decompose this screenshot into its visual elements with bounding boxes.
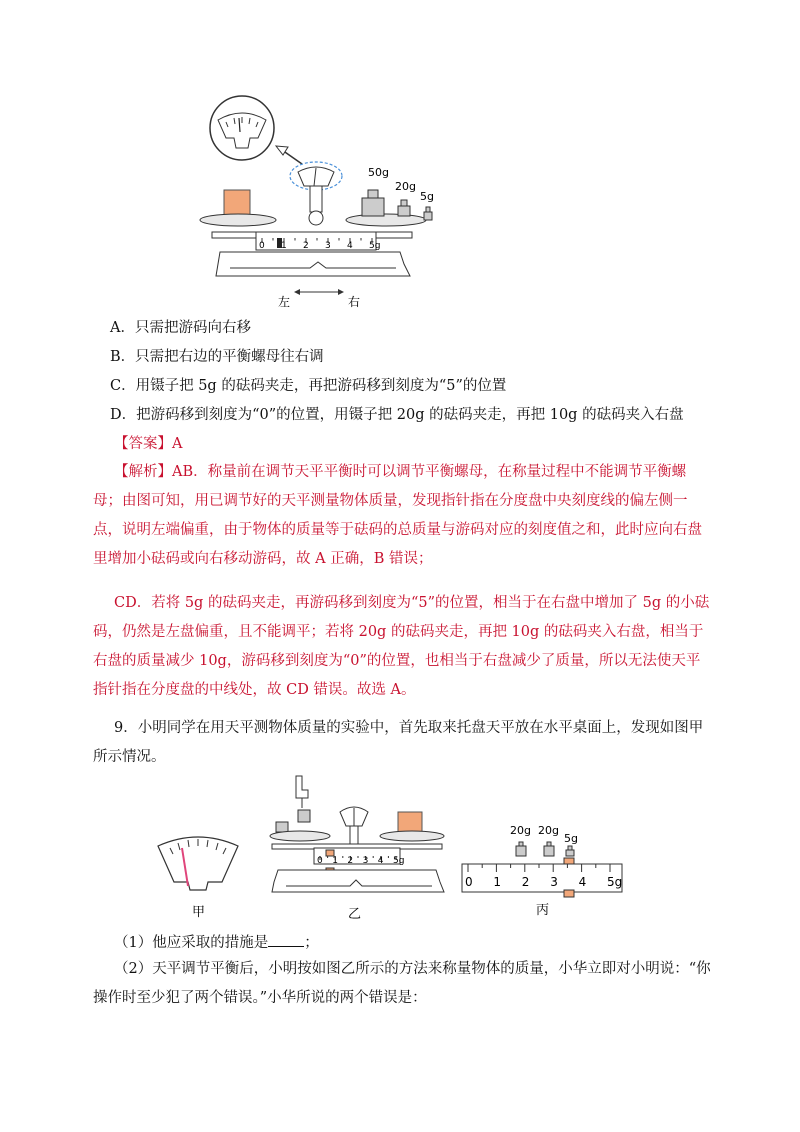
weight-label: 5g — [564, 832, 578, 845]
caption-jia: 甲 — [192, 905, 206, 920]
weight-label: 20g — [510, 824, 531, 837]
ruler-tick-label: 4 — [578, 875, 587, 889]
balance-figure-1 — [190, 92, 416, 312]
option-a: A．只需把游码向右移 — [110, 320, 251, 336]
ruler-tick-label: 3 — [362, 856, 369, 866]
ruler-tick-label: 0 — [465, 875, 473, 889]
weight-5g — [410, 190, 440, 230]
weight-label: 20g — [395, 180, 416, 193]
ruler-tick-label: 2 — [347, 856, 354, 866]
ruler-tick-label: 1 — [493, 875, 502, 889]
hand-icon — [296, 776, 308, 808]
analysis-p1: 【解析】AB．称量前在调节天平平衡时可以调节平衡螺母，在称量过程中不能调节平衡螺母；由图可知，用已调节好的天平测量物体质量，发现指针指在分度盘中央刻度线的偏左侧一点，说明左端偏重，由于物体的质量等于砝码的总质量与游码对应的刻度值之和，此时应向右盘里增加小砝码或向右移动游码，故 A 正确，B 错误； — [93, 464, 702, 567]
right-label: 右 — [348, 295, 361, 309]
figure-bing — [458, 818, 630, 922]
sub-question-2: （2）天平调节平衡后，小明按如图乙所示的方法来称量物体的质量，小华立即对小明说：“你操作时至少犯了两个错误。”小华所说的两个错误是： — [93, 961, 711, 1006]
sub-question-1-end: ； — [304, 935, 319, 951]
ruler-tick-label: 4 — [347, 241, 353, 251]
weight-label: 5g — [420, 190, 434, 203]
arrow-icon — [276, 146, 302, 164]
option-d: D．把游码移到刻度为“0”的位置，用镊子把 20g 的砝码夹走，再把 10g 的砝码夹入右盘 — [110, 407, 684, 423]
weight-label: 20g — [538, 824, 559, 837]
weight-50g — [362, 166, 389, 216]
answer: 【答案】A — [114, 436, 183, 452]
sub-question-1-text: （1）他应采取的措施是 — [114, 935, 269, 951]
analysis-p2: CD．若将 5g 的砝码夹走，再游码移到刻度为“5”的位置，相当于在右盘中增加了 5g 的小砝码，仍然是左盘偏重，且不能调平；若将 20g 的砝码夹走，再把 10g 的砝码夹入右盘，相当于右盘的质量减少 10g，游码移到刻度为“0”的位置，也相当于右盘减少了质量，所以无法使天平指针指在分度盘的中线处，故 CD 错误。故选 A。 — [93, 595, 710, 698]
weight-label: 50g — [368, 166, 389, 179]
option-b: B．只需把右边的平衡螺母往右调 — [110, 349, 324, 365]
ruler-tick-label: 3 — [325, 241, 331, 251]
figure-jia — [150, 830, 246, 920]
answer-blank — [268, 932, 304, 947]
figure-yi — [262, 772, 452, 922]
ruler-tick-label: 5g — [369, 241, 381, 251]
ruler-tick-label: 1 — [281, 241, 287, 251]
ruler-tick-label: 4 — [377, 856, 384, 866]
ruler-tick-label: 3 — [550, 875, 558, 889]
ruler-tick-label: 2 — [303, 241, 309, 251]
caption-bing: 丙 — [536, 903, 550, 918]
question-9-stem: 9．小明同学在用天平测物体质量的实验中，首先取来托盘天平放在水平桌面上，发现如图甲所示情况。 — [93, 720, 704, 765]
magnified-scale-icon — [210, 96, 274, 160]
option-c: C．用镊子把 5g 的砝码夹走，再把游码移到刻度为“5”的位置 — [110, 378, 507, 394]
ruler-tick-label: 5g — [607, 875, 623, 889]
ruler-tick-label: 5g — [393, 856, 405, 866]
left-label: 左 — [278, 295, 291, 309]
sub-question-1 — [114, 932, 319, 953]
ruler-tick-label: 0 — [317, 856, 323, 866]
ruler-tick-label: 0 — [259, 241, 265, 251]
caption-yi: 乙 — [348, 907, 362, 922]
ruler-tick-label: 2 — [521, 875, 530, 889]
ruler-tick-label: 1 — [332, 856, 338, 866]
